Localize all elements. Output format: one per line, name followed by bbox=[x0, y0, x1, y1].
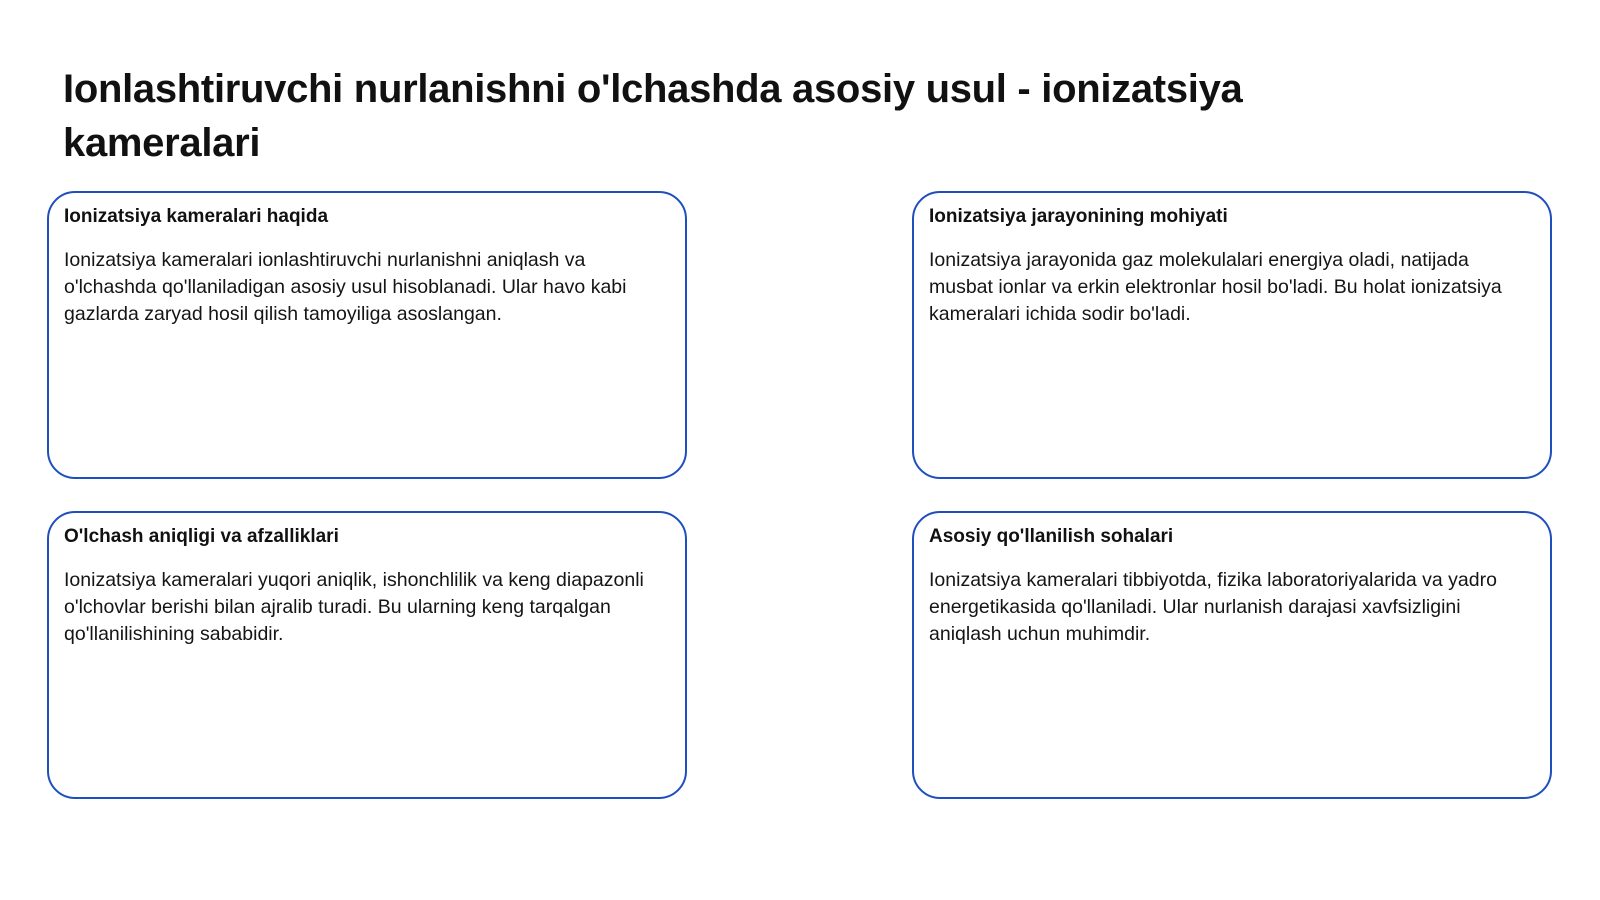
card-heading: Ionizatsiya kameralari haqida bbox=[64, 206, 329, 227]
card-body: Ionizatsiya kameralari yuqori aniqlik, ishonchlilik va keng diapazonli o'lchovlar berishi bilan ajralib turadi. Bu ularning keng tarqalgan qo'llanilishining sababidir. bbox=[64, 569, 644, 645]
card-ionization-chambers-about bbox=[47, 191, 687, 479]
card-measurement-accuracy bbox=[47, 511, 687, 799]
slide-title: Ionlashtiruvchi nurlanishni o'lchashda asosiy usul - ionizatsiya kameralari bbox=[63, 67, 1243, 165]
card-application-areas bbox=[912, 511, 1552, 799]
card-heading: Asosiy qo'llanilish sohalari bbox=[929, 526, 1174, 547]
card-ionization-process bbox=[912, 191, 1552, 479]
card-body: Ionizatsiya jarayonida gaz molekulalari energiya oladi, natijada musbat ionlar va erkin elektronlar hosil bo'ladi. Bu holat ionizatsiya kameralari ichida sodir bo'ladi. bbox=[929, 249, 1502, 325]
card-body: Ionizatsiya kameralari tibbiyotda, fizika laboratoriyalarida va yadro energetikasida qo'llaniladi. Ular nurlanish darajasi xavfsizligini aniqlash uchun muhimdir. bbox=[929, 569, 1497, 645]
card-body: Ionizatsiya kameralari ionlashtiruvchi nurlanishni aniqlash va o'lchashda qo'llaniladigan asosiy usul hisoblanadi. Ular havo kabi gazlarda zaryad hosil qilish tamoyiliga asoslangan. bbox=[64, 249, 627, 325]
card-heading: O'lchash aniqligi va afzalliklari bbox=[64, 526, 339, 547]
card-heading: Ionizatsiya jarayonining mohiyati bbox=[929, 206, 1228, 227]
